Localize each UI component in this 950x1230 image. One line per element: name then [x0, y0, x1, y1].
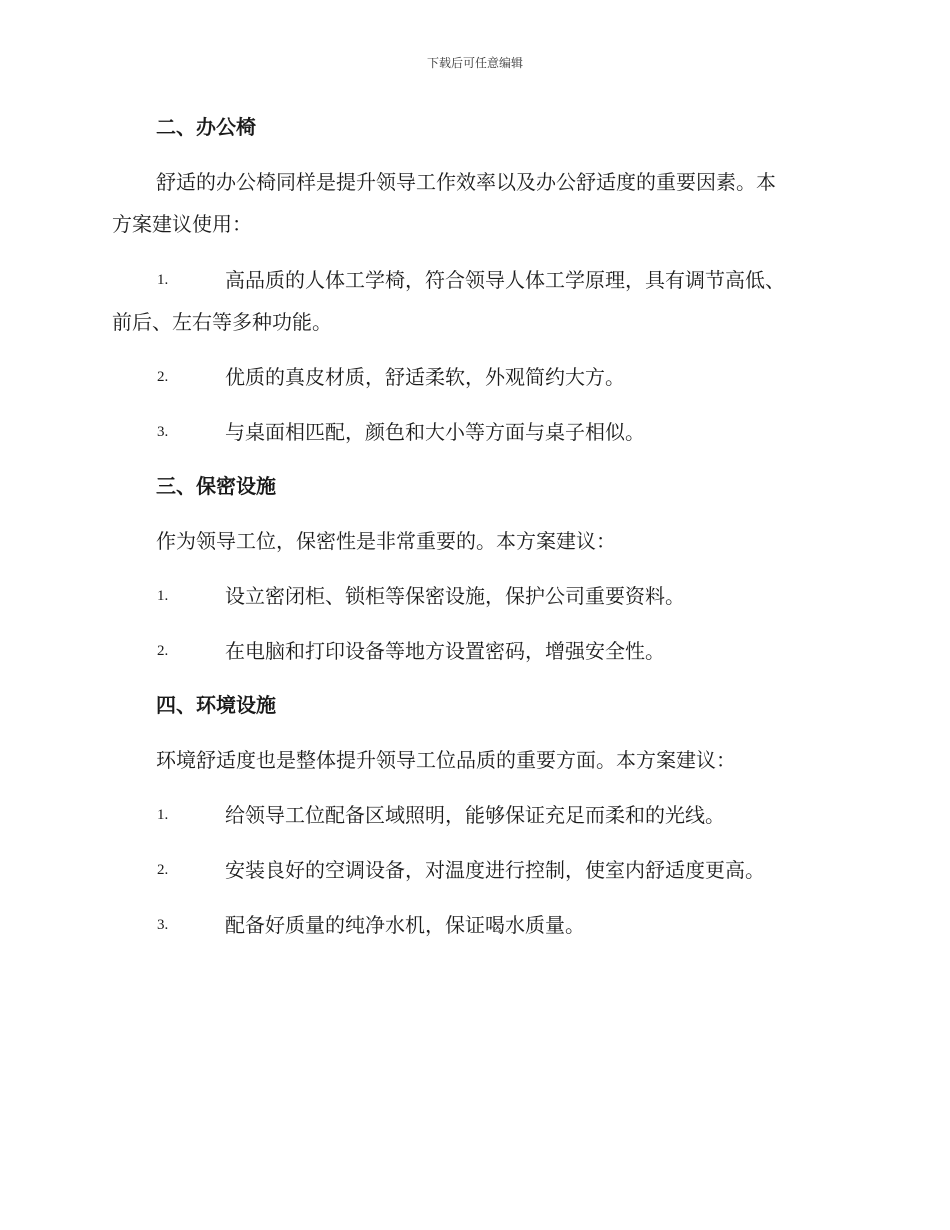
section-intro-line: 方案建议使用： [112, 212, 252, 236]
section-intro-line: 环境舒适度也是整体提升领导工位品质的重要方面。本方案建议： [156, 748, 736, 772]
list-item-text: 在电脑和打印设备等地方设置密码，增强安全性。 [225, 639, 665, 663]
section-intro-line: 舒适的办公椅同样是提升领导工作效率以及办公舒适度的重要因素。本 [156, 170, 776, 194]
list-item-text: 安装良好的空调设备，对温度进行控制，使室内舒适度更高。 [225, 858, 765, 882]
list-item-text: 配备好质量的纯净水机，保证喝水质量。 [225, 913, 585, 937]
list-item-number: 1. [157, 272, 169, 288]
list-item-text: 与桌面相匹配，颜色和大小等方面与桌子相似。 [225, 420, 645, 444]
section-intro-line: 作为领导工位，保密性是非常重要的。本方案建议： [156, 529, 616, 553]
section-heading-environment: 四、环境设施 [156, 693, 276, 717]
list-item-text: 高品质的人体工学椅，符合领导人体工学原理，具有调节高低、 [225, 268, 785, 292]
list-item-number: 2. [157, 643, 169, 659]
section-heading-security: 三、保密设施 [156, 474, 276, 498]
list-item-text: 设立密闭柜、锁柜等保密设施，保护公司重要资料。 [225, 584, 685, 608]
list-item-text: 优质的真皮材质，舒适柔软，外观简约大方。 [225, 365, 625, 389]
section-heading-chair: 二、办公椅 [156, 115, 256, 139]
page-header: 下载后可任意编辑 [426, 56, 523, 70]
list-item-text: 前后、左右等多种功能。 [112, 310, 332, 334]
list-item-number: 1. [157, 588, 169, 604]
list-item-number: 2. [157, 369, 169, 385]
list-item-number: 1. [157, 807, 169, 823]
list-item-number: 3. [157, 917, 169, 933]
list-item-number: 2. [157, 862, 169, 878]
list-item-number: 3. [157, 424, 169, 440]
list-item-text: 给领导工位配备区域照明，能够保证充足而柔和的光线。 [225, 803, 725, 827]
